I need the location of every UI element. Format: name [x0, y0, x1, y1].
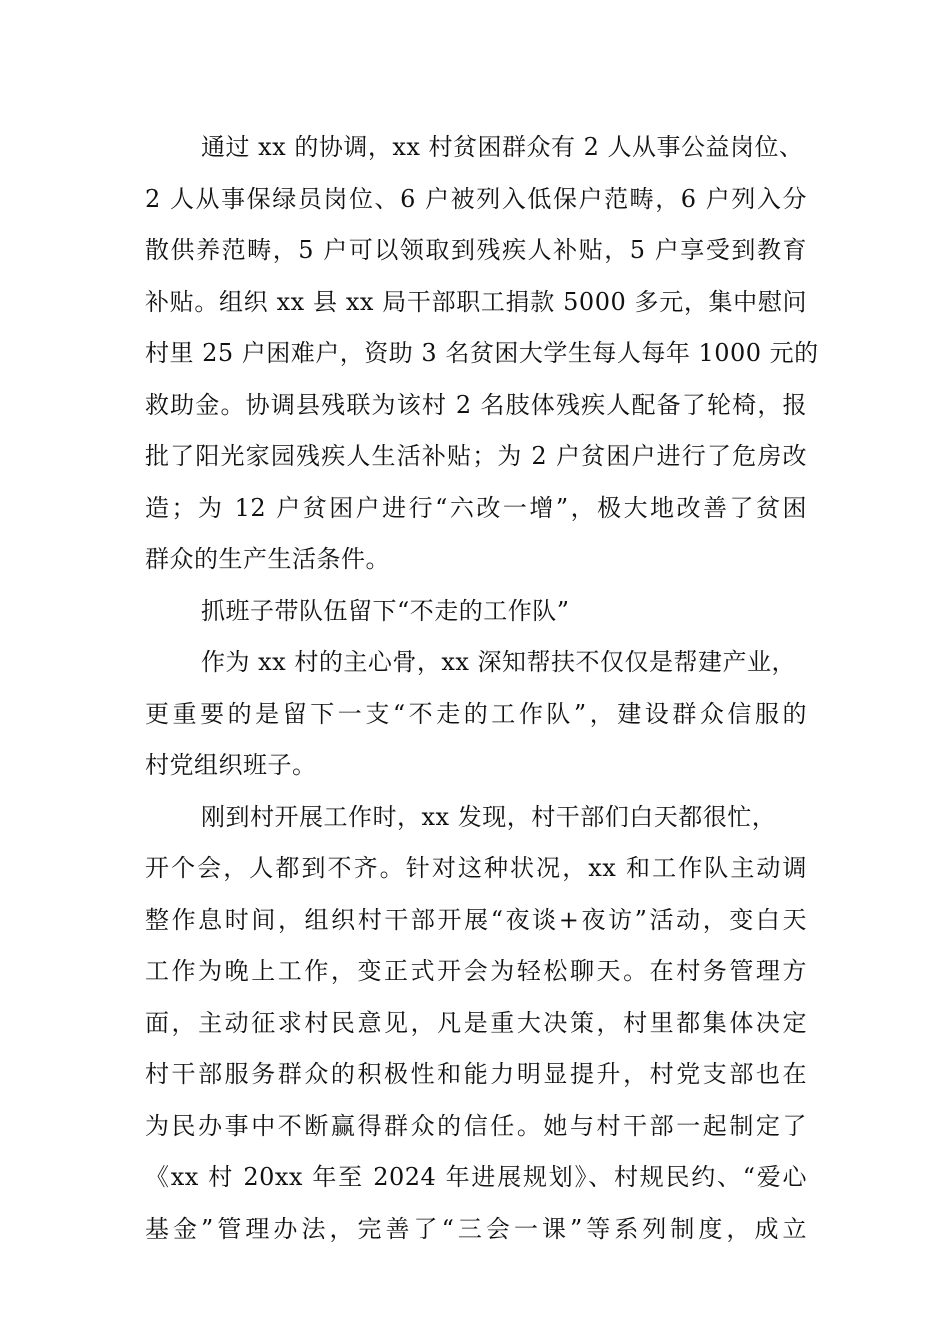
paragraph-line: 2 人从事保绿员岗位、6 户被列入低保户范畴，6 户列入分	[145, 184, 807, 213]
document-body	[145, 122, 819, 1255]
paragraph-line: 整作息时间，组织村干部开展“夜谈+夜访”活动，变白天	[145, 905, 807, 934]
paragraph-line: 村干部服务群众的积极性和能力明显提升，村党支部也在	[145, 1060, 807, 1088]
paragraph-line: 群众的生产生活条件。	[145, 545, 390, 573]
paragraph-line: 造；为 12 户贫困户进行“六改一增”，极大地改善了贫困	[145, 493, 807, 522]
paragraph-line: 为民办事中不断赢得群众的信任。她与村干部一起制定了	[145, 1111, 807, 1140]
paragraph-line: 开个会，人都到不齐。针对这种状况，xx 和工作队主动调	[145, 854, 807, 882]
paragraph-line: 刚到村开展工作时，xx 发现，村干部们白天都很忙，	[201, 802, 777, 831]
paragraph-line: 补贴。组织 xx 县 xx 局干部职工捐款 5000 多元，集中慰问	[145, 287, 807, 316]
paragraph-line: 工作为晚上工作，变正式开会为轻松聊天。在村务管理方	[145, 957, 807, 985]
paragraph-line: 散供养范畴，5 户可以领取到残疾人补贴，5 户享受到教育	[145, 236, 807, 264]
paragraph-line: 作为 xx 村的主心骨，xx 深知帮扶不仅仅是帮建产业，	[201, 648, 797, 676]
paragraph-line: 批了阳光家园残疾人生活补贴；为 2 户贫困户进行了危房改	[145, 442, 807, 470]
paragraph-line: 更重要的是留下一支“不走的工作队”，建设群众信服的	[145, 699, 807, 728]
paragraph-line: 面，主动征求村民意见，凡是重大决策，村里都集体决定	[145, 1008, 807, 1037]
paragraph-line: 《xx 村 20xx 年至 2024 年进展规划》、村规民约、“爱心	[145, 1163, 807, 1191]
paragraph-line: 通过 xx 的协调，xx 村贫困群众有 2 人从事公益岗位、	[201, 133, 804, 161]
paragraph-line: 村里 25 户困难户，资助 3 名贫困大学生每人每年 1000 元的	[145, 339, 819, 367]
paragraph-line: 村党组织班子。	[145, 751, 317, 779]
paragraph-line: 基金”管理办法，完善了“三会一课”等系列制度，成立	[145, 1214, 807, 1243]
paragraph-line: 救助金。协调县残联为该村 2 名肢体残疾人配备了轮椅，报	[145, 390, 807, 419]
section-heading: 抓班子带队伍留下“不走的工作队”	[201, 596, 570, 625]
